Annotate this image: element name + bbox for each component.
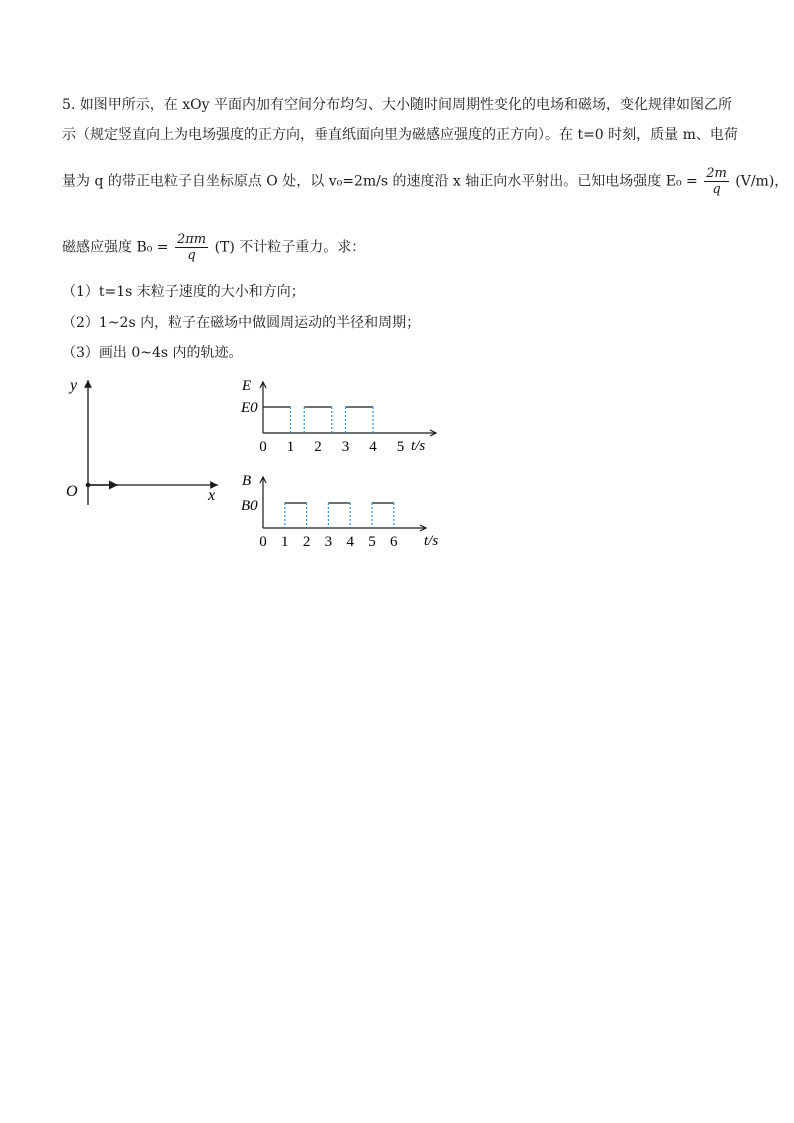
tick-label-4: 4 [369,439,377,455]
tick-label-2: 2 [314,439,322,455]
tick-label-5: 5 [396,439,405,455]
E-axis-label: E [242,378,252,394]
tick-label-0: 0 [259,534,267,550]
E0-fraction: $\frac{2m}{q}$ [706,166,727,197]
tick-label-3: 3 [324,534,333,550]
problem-line-1: 5. 如图甲所示，在 xOy 平面内加有空间分布均匀、大小随时间周期性变化的电场和磁场，变化规律如图乙所 [62,97,732,113]
electric-field-marks [259,382,436,455]
tick-label-6: 6 [390,534,398,550]
tick-label-4: 4 [346,534,354,550]
tick-label-0: 0 [259,439,267,455]
coordinate-figure [60,370,230,515]
question-3: （3）画出 0~4s 内的轨迹。 [62,345,243,361]
problem-line-4: 磁感应强度 B₀ = $\frac{2\pi m}{q}$ (T) 不计粒子重力。求： [62,232,366,263]
origin-label: O [66,483,78,500]
question-1: （1）t=1s 末粒子速度的大小和方向； [62,284,305,300]
tick-label-1: 1 [281,534,289,550]
E0-level-label: E0 [241,400,258,416]
tick-label-5: 5 [368,534,376,550]
tick-label-3: 3 [341,439,350,455]
x-axis-label: x [208,487,216,504]
B-axis-label: B [242,473,252,489]
problem-line-3: 量为 q 的带正电粒子自坐标原点 O 处，以 v₀=2m/s 的速度沿 x 轴正向水平射出。已知电场强度 E₀ = $\frac{2m}{q}$ (V/m)， [62,166,789,197]
electric-field-graph [236,370,456,460]
question-2: （2）1~2s 内，粒子在磁场中做圆周运动的半径和周期； [62,315,421,331]
problem-line-2: 示（规定竖直向上为电场强度的正方向，垂直纸面向里为磁感应强度的正方向）。在 t=0 时刻，质量 m、电荷 [62,127,738,143]
magnetic-field-marks [259,477,426,550]
E-time-label: t/s [411,438,426,454]
tick-label-2: 2 [302,534,311,550]
B0-fraction: $\frac{2\pi m}{q}$ [176,232,207,263]
tick-label-1: 1 [286,439,295,455]
B0-level-label: B0 [241,498,258,514]
B-time-label: t/s [424,533,439,549]
y-axis-label: y [70,377,78,394]
magnetic-field-graph [236,465,456,555]
